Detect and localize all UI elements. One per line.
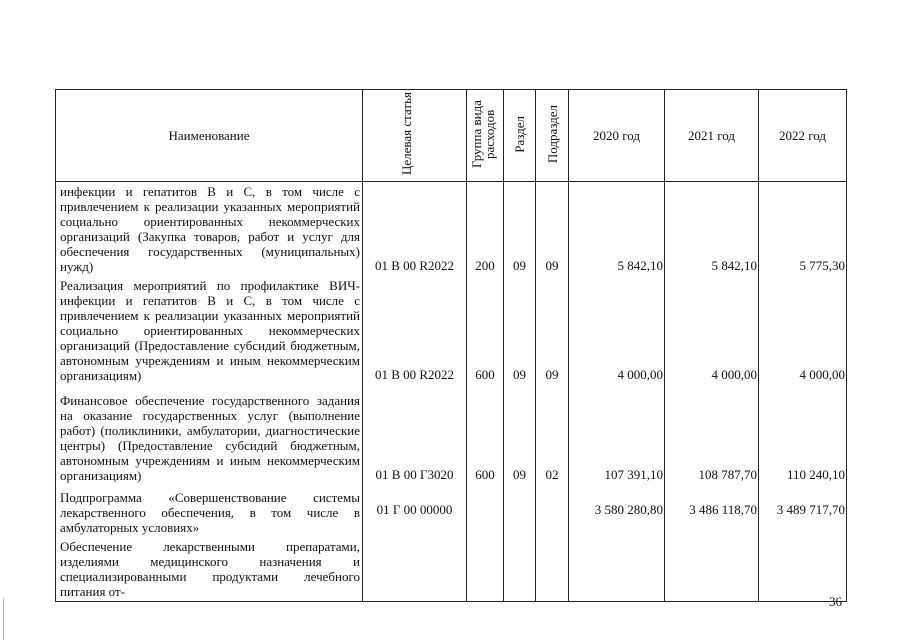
row-2022: 4 000,00 xyxy=(759,276,847,385)
row-group xyxy=(467,485,504,537)
budget-table xyxy=(55,89,847,602)
header-expense-group: Группа вида расходов xyxy=(467,90,504,182)
row-section: 09 xyxy=(504,385,536,485)
row-section xyxy=(504,485,536,537)
row-target: 01 В 00 R2022 xyxy=(363,276,467,385)
table-row xyxy=(56,276,847,385)
table-row xyxy=(56,385,847,485)
row-2022: 5 775,30 xyxy=(759,182,847,277)
row-2021: 5 842,10 xyxy=(665,182,759,277)
row-section: 09 xyxy=(504,276,536,385)
row-name: Обеспечение лекарственными препаратами, изделиями медицинского назначения и специализированными продуктами лечебного питания от- xyxy=(56,537,363,602)
row-2020 xyxy=(569,537,665,602)
table-header-row xyxy=(56,90,847,182)
row-2022: 110 240,10 xyxy=(759,385,847,485)
header-subsection: Подраздел xyxy=(536,90,569,182)
header-target-article: Целевая статья xyxy=(363,90,467,182)
row-2020: 5 842,10 xyxy=(569,182,665,277)
row-2021 xyxy=(665,537,759,602)
row-group: 600 xyxy=(467,385,504,485)
row-2020: 4 000,00 xyxy=(569,276,665,385)
row-2021: 3 486 118,70 xyxy=(665,485,759,537)
page-number: 36 xyxy=(829,594,842,609)
table-row xyxy=(56,182,847,277)
row-group: 200 xyxy=(467,182,504,277)
table-row xyxy=(56,485,847,537)
header-year-2020: 2020 год xyxy=(569,90,665,182)
header-year-2022: 2022 год xyxy=(759,90,847,182)
row-section: 09 xyxy=(504,182,536,277)
row-subsection: 09 xyxy=(536,182,569,277)
row-2022 xyxy=(759,537,847,602)
header-year-2021: 2021 год xyxy=(665,90,759,182)
row-subsection: 02 xyxy=(536,385,569,485)
row-subsection: 09 xyxy=(536,276,569,385)
row-name: Подпрограмма «Совершенствование системы лекарственного обеспечения, в том числе в амбулаторных условиях» xyxy=(56,485,363,537)
header-section: Раздел xyxy=(504,90,536,182)
row-target: 01 В 00 Г3020 xyxy=(363,385,467,485)
row-2021: 108 787,70 xyxy=(665,385,759,485)
row-target: 01 В 00 R2022 xyxy=(363,182,467,277)
table-row xyxy=(56,537,847,602)
row-subsection xyxy=(536,485,569,537)
scan-edge-mark xyxy=(3,598,4,640)
row-target: 01 Г 00 00000 xyxy=(363,485,467,537)
row-name: Реализация мероприятий по профилактике ВИЧ-инфекции и гепатитов B и C, в том числе с привлечением к реализации указанных мероприятий социально ориентированных некоммерческих организаций (Предоставление субсидий бюджетным, автономным учреждениям и иным некоммерческим организациям) xyxy=(56,276,363,385)
row-2022: 3 489 717,70 xyxy=(759,485,847,537)
row-2021: 4 000,00 xyxy=(665,276,759,385)
row-name: Финансовое обеспечение государственного задания на оказание государственных услуг (выполнение работ) (поликлиники, амбулатории, диагностические центры) (Предоставление субсидий бюджетным, автономным учреждениям и иным некоммерческим организациям) xyxy=(56,385,363,485)
row-section xyxy=(504,537,536,602)
row-2020: 107 391,10 xyxy=(569,385,665,485)
row-subsection xyxy=(536,537,569,602)
row-group: 600 xyxy=(467,276,504,385)
row-target xyxy=(363,537,467,602)
row-2020: 3 580 280,80 xyxy=(569,485,665,537)
header-name: Наименование xyxy=(56,90,363,182)
row-name: инфекции и гепатитов B и C, в том числе с привлечением к реализации указанных мероприятий социально ориентированных некоммерческих организаций (Закупка товаров, работ и услуг для обеспечения государственных (муниципальных) нужд) xyxy=(56,182,363,277)
row-group xyxy=(467,537,504,602)
